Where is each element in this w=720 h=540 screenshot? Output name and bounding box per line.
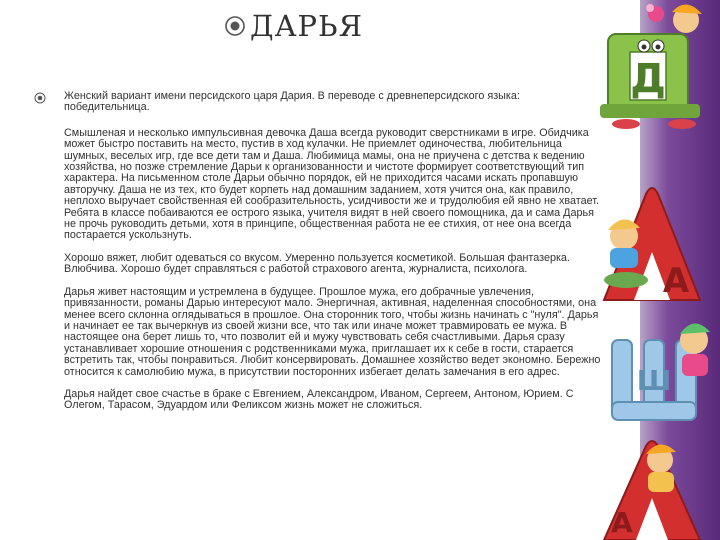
paragraph-hobbies: Хорошо вяжет, любит одеваться со вкусом. Умеренно пользуется косметикой. Большая фантазерка. Влюбчива. Хорошо будет справляться с работой страхового агента, журналиста, психолога. — [64, 251, 570, 276]
letter-d-illustration — [586, 0, 720, 140]
letter-d-glyph: Д — [630, 56, 666, 102]
target-bullet-icon — [34, 92, 46, 104]
text-content — [34, 91, 604, 423]
letter-a-glyph: А — [662, 261, 690, 301]
paragraph-marriage: Дарья живет настоящим и устремлена в будущее. Прошлое мужа, его добрачные увлечения, привязанности, романы Дарью интересуют мало. Энергичная, активная, наделенная способностями, она менее всего склонна оглядываться в прошлое. Она сторонник того, чтобы жизнь начинать с "нуля". Дарья и начинает ее так вычеркнув из своей жизни все, что так или иначе может травмировать ее мужа. В настоящее она берет лишь то, что позволит ей и мужу чувствовать себя счастливыми. Дарья сразу устанавливает хорошие отношения с родственниками мужа, приглашает их к себе в гости, старается встретить так, чтобы понравиться. Любит консервировать. Домашнее хозяйство ведет экономно. Бережно относится к самолюбию мужа, в присутствии посторонних избегает делать замечания в его адрес. — [64, 285, 601, 378]
title-row — [224, 6, 363, 46]
letter-sh-illustration — [586, 310, 720, 430]
letter-a-glyph: А — [611, 506, 633, 539]
letter-sh-glyph: Ш — [636, 364, 672, 397]
paragraph-compatibility: Дарья найдет свое счастье в браке с Евгением, Александром, Иваном, Сергеем, Антоном, Юрием. С Олегом, Тарасом, Эдуардом или Феликсом жизнь может не сложиться. — [64, 387, 574, 412]
paragraph-meaning: Женский вариант имени персидского царя Дария. В переводе с древнеперсидского языка: победительница. — [64, 90, 520, 114]
letter-a-illustration-bottom — [586, 436, 720, 540]
target-bullet-icon — [224, 15, 246, 37]
letter-a-illustration-top — [586, 180, 720, 310]
page-title: ДАРЬЯ — [250, 9, 364, 43]
paragraph-childhood: Смышленая и несколько импульсивная девочка Даша всегда руководит сверстниками в игре. Обидчика может быстро поставить на место, пустив в ход кулачки. Не приемлет одиночества, любительница шумных, веселых игр, где все дети там и Даша. Любимица мамы, она не приучена с детства к ведению хозяйства, но позже стремление Дарьи к организованности и чистоте формирует соответствующий тип характера. На письменном столе Дарьи обычно порядок, ей не приходится часами искать пропавшую авторучку. Даша не из тех, кто будет корпеть над домашним заданием, хотя учится она, как правило, неплохо выручает свойственная ей сообразительность, усидчивости же и трудолюбия ей явно не хватает. Ребята в классе побаиваются ее острого языка, учителя видят в ней своего помощника, да и сама Дарья не прочь руководить детьми, хотя в принципе, общественная работа не ее стихия, от нее она всегда постарается ускользнуть. — [64, 126, 599, 242]
intro-bullet — [34, 91, 604, 114]
